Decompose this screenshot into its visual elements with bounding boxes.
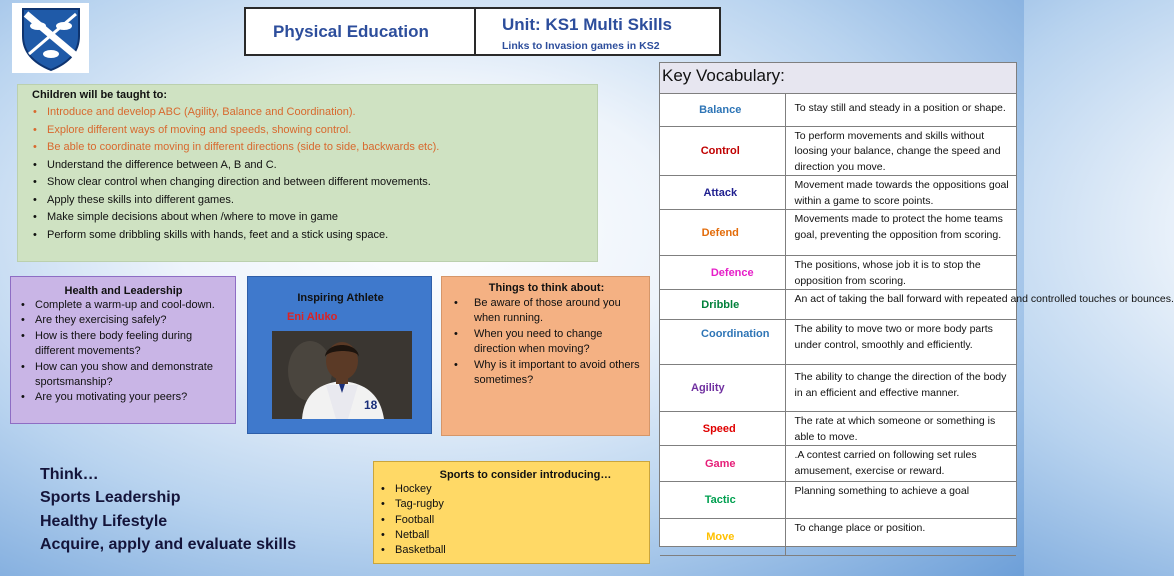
shirt-number: 18 — [364, 398, 378, 412]
objective-item: • Introduce and develop ABC (Agility, Balance and Coordination). — [32, 104, 583, 122]
objective-item: • Make simple decisions about when /where to move in game — [32, 209, 583, 227]
think-line: Think… — [40, 466, 99, 483]
vocab-term: Attack — [660, 176, 785, 210]
things-item: • Why is it important to avoid others sometimes? — [450, 358, 643, 389]
school-logo — [12, 3, 89, 73]
athlete-name: Eni Aluko — [287, 311, 338, 323]
athlete-photo — [272, 331, 412, 419]
health-item: • Complete a warm-up and cool-down. — [20, 298, 227, 313]
vocab-definition: To perform movements and skills without loosing your balance, change the speed and direction you move. — [785, 126, 1016, 176]
think-line: Acquire, apply and evaluate skills — [40, 536, 297, 554]
objective-item: • Explore different ways of moving and speeds, showing control. — [32, 122, 583, 140]
think-line: Healthy Lifestyle — [40, 512, 168, 530]
unit-header — [476, 7, 721, 56]
vocab-term: Coordination — [660, 320, 785, 365]
vocab-term: Game — [660, 446, 785, 482]
health-leadership-panel — [10, 276, 236, 424]
health-item: • How can you show and demonstrate sportsmanship? — [20, 360, 227, 391]
athlete-image-icon — [272, 331, 412, 419]
things-to-think-panel — [441, 276, 650, 436]
learning-objectives-panel — [17, 84, 598, 262]
sport-item: • Basketball — [380, 543, 643, 558]
objective-item: • Show clear control when changing direction and between different movements. — [32, 174, 583, 192]
vocab-definition: Movements made to protect the home teams goal, preventing the opposition from scoring. — [785, 210, 1016, 256]
unit-title: Unit: KS1 Multi Skills — [502, 15, 673, 34]
unit-links: Links to Invasion games in KS2 — [502, 40, 660, 52]
health-item: • Are they exercising safely? — [20, 313, 227, 328]
vocab-term: Defend — [660, 210, 785, 256]
shield-icon — [16, 4, 86, 72]
subject-header — [244, 7, 476, 56]
sport-item: • Tag-rugby — [380, 497, 643, 512]
sports-panel — [373, 461, 650, 564]
objectives-heading: Children will be taught to: — [32, 89, 168, 101]
objective-item: • Understand the difference between A, B and C. — [32, 157, 583, 175]
things-item: • Be aware of those around you when running. — [450, 296, 643, 327]
sport-item: • Netball — [380, 528, 643, 543]
vocab-definition: To stay still and steady in a position or shape. — [785, 94, 1016, 126]
athlete-heading: Inspiring Athlete — [297, 292, 384, 304]
sport-item: • Hockey — [380, 482, 643, 497]
vocab-term: Agility — [660, 365, 785, 412]
vocab-definition: .A contest carried on following set rules amusement, exercise or reward. — [785, 446, 1016, 482]
vocab-definition: An act of taking the ball forward with repeated and controlled touches or bounces. — [785, 290, 1016, 320]
vocab-definition: The rate at which someone or something is able to move. — [785, 412, 1016, 446]
things-heading: Things to think about: — [488, 282, 605, 294]
think-section — [40, 463, 296, 557]
vocab-term: Defence — [660, 256, 785, 290]
things-item: • When you need to change direction when moving? — [450, 327, 643, 358]
vocab-term: Dribble — [660, 290, 785, 320]
health-heading: Health and Leadership — [64, 285, 183, 297]
key-vocabulary-table — [659, 62, 1174, 547]
sports-heading: Sports to consider introducing… — [439, 469, 612, 481]
vocab-title: Key Vocabulary: — [660, 63, 1016, 94]
vocab-definition: To change place or position. — [785, 519, 1016, 556]
vocab-term: Tactic — [660, 482, 785, 519]
vocab-definition: Movement made towards the oppositions goal within a game to score points. — [785, 176, 1016, 210]
vocab-term: Control — [660, 126, 785, 176]
sport-item: • Football — [380, 513, 643, 528]
vocab-definition: The ability to change the direction of the body in an efficient and effective manner. — [785, 365, 1016, 412]
vocab-definition: Planning something to achieve a goal — [785, 482, 1016, 519]
vocab-term: Move — [660, 519, 785, 556]
objective-item: • Apply these skills into different games. — [32, 192, 583, 210]
vocab-definition: The ability to move two or more body parts under control, smoothly and efficiently. — [785, 320, 1016, 365]
think-line: Sports Leadership — [40, 489, 181, 507]
objective-item: • Perform some dribbling skills with hands, feet and a stick using space. — [32, 227, 583, 245]
health-item: • How is there body feeling during different movements? — [20, 329, 227, 360]
subject-title: Physical Education — [273, 21, 429, 41]
health-item: • Are you motivating your peers? — [20, 390, 227, 405]
objective-item: • Be able to coordinate moving in different directions (side to side, backwards etc). — [32, 139, 583, 157]
inspiring-athlete-panel — [247, 276, 432, 434]
vocab-term: Balance — [660, 94, 785, 126]
vocab-term: Speed — [660, 412, 785, 446]
vocab-definition: The positions, whose job it is to stop the opposition from scoring. — [785, 256, 1016, 290]
